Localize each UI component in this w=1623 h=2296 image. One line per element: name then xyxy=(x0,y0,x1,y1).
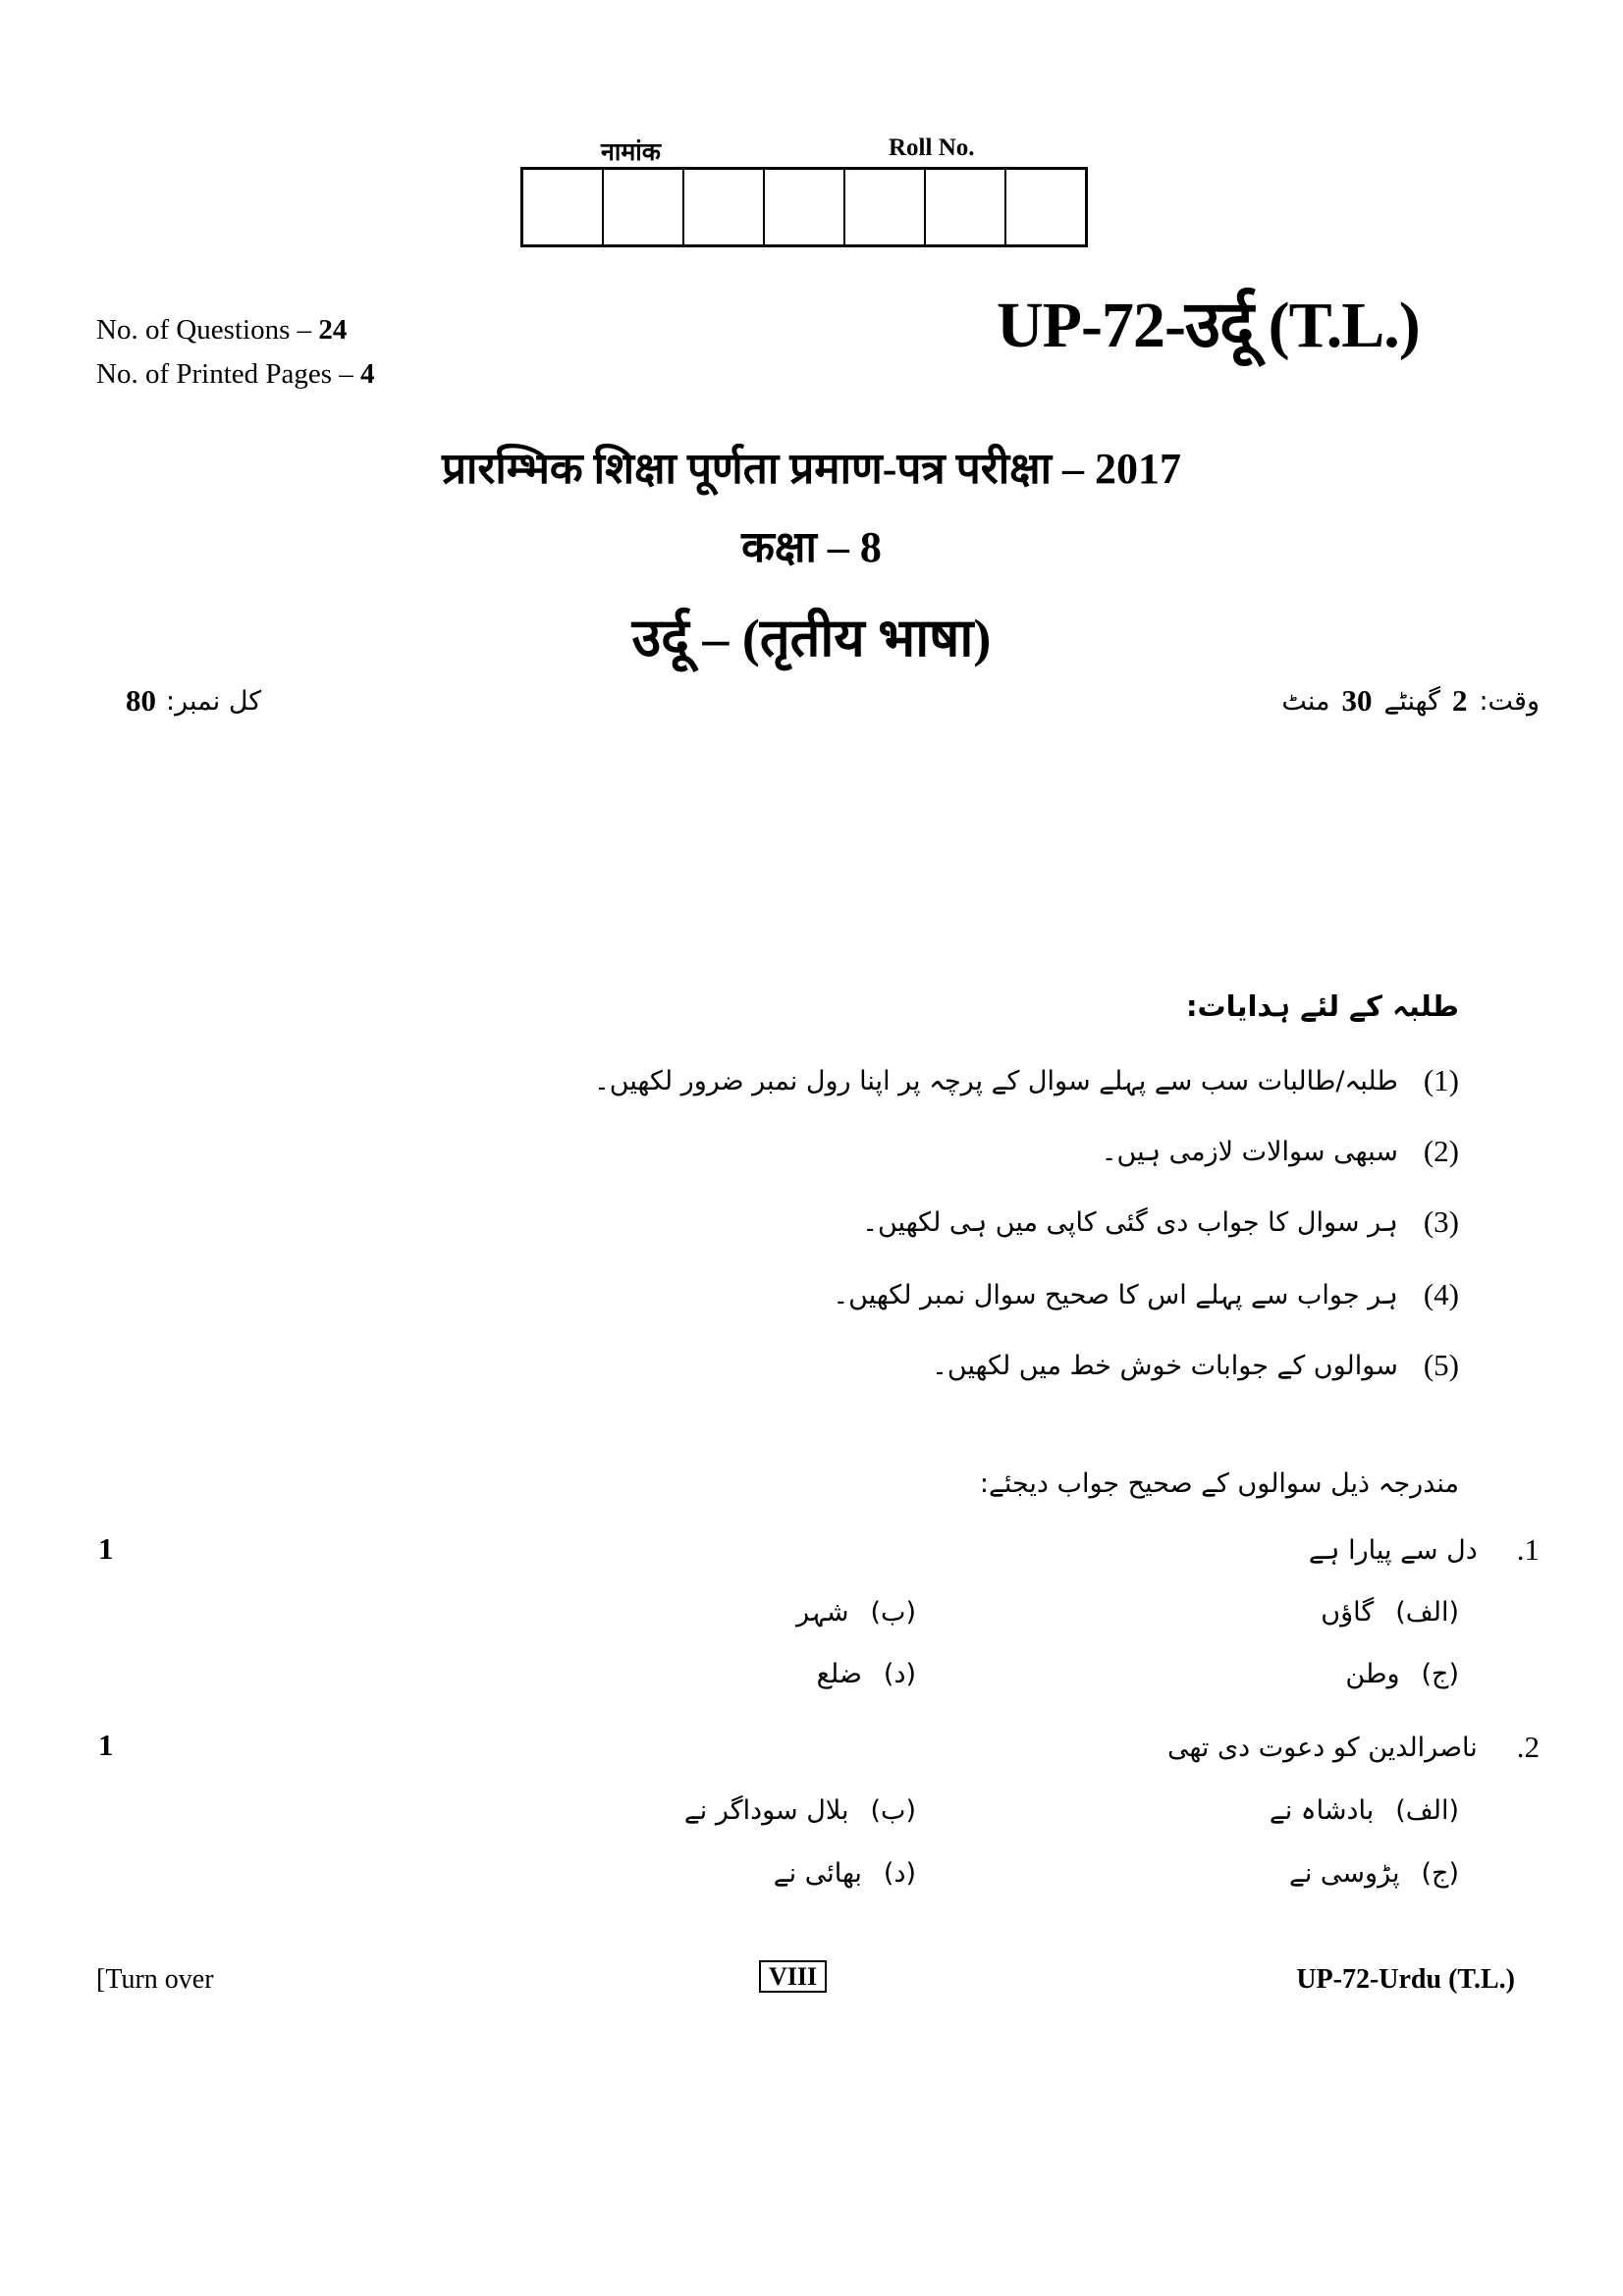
instruction-text: سبھی سوالات لازمی ہیں۔ xyxy=(1101,1136,1398,1167)
option-text: پڑوسی نے xyxy=(1289,1858,1400,1889)
instructions-heading: طلبہ کے لئے ہدایات: xyxy=(1185,989,1459,1023)
roll-digit-box[interactable] xyxy=(1006,170,1085,244)
time-hours-unit: گھنٹے xyxy=(1383,685,1440,717)
printed-pages-label: No. of Printed Pages – xyxy=(96,358,361,390)
exam-title: प्रारम्भिक शिक्षा पूर्णता प्रमाण-पत्र परीक्षा – 2017 xyxy=(441,445,1182,493)
roll-label-hindi: नामांक xyxy=(601,139,661,166)
instruction-number: (4) xyxy=(1423,1277,1459,1311)
instruction-number: (2) xyxy=(1423,1134,1459,1168)
turn-over-note: [Turn over xyxy=(96,1964,214,1995)
instruction-number: (3) xyxy=(1423,1204,1459,1239)
instruction-item xyxy=(1102,1134,1459,1169)
roll-digit-box[interactable] xyxy=(604,170,684,244)
option-be[interactable] xyxy=(684,1795,916,1826)
option-text: بادشاہ نے xyxy=(1269,1795,1375,1826)
option-text: بلال سوداگر نے xyxy=(683,1795,849,1826)
total-marks-value: 80 xyxy=(126,683,156,718)
option-label: (ب) xyxy=(870,1597,916,1628)
option-jeem[interactable] xyxy=(1289,1858,1459,1889)
question-marks: 1 xyxy=(98,1728,114,1762)
option-jeem[interactable] xyxy=(1345,1659,1459,1689)
option-label: (ج) xyxy=(1421,1659,1459,1689)
question-number: 1. xyxy=(1516,1532,1540,1567)
question-marks: 1 xyxy=(98,1531,114,1566)
time-hours: 2 xyxy=(1451,683,1468,718)
roll-digit-box[interactable] xyxy=(845,170,926,244)
roll-digit-box[interactable] xyxy=(765,170,845,244)
roll-digit-box[interactable] xyxy=(926,170,1006,244)
total-marks xyxy=(126,683,261,719)
option-text: شہر xyxy=(796,1597,849,1628)
instruction-item xyxy=(932,1348,1459,1383)
roll-number-boxes xyxy=(520,167,1088,247)
time-minutes-unit: منٹ xyxy=(1281,685,1330,717)
instruction-number: (5) xyxy=(1423,1348,1459,1382)
option-label: (الف) xyxy=(1395,1597,1459,1628)
time-minutes: 30 xyxy=(1341,683,1373,718)
option-label: (الف) xyxy=(1395,1795,1459,1826)
question-1 xyxy=(1309,1532,1540,1568)
class-title: कक्षा – 8 xyxy=(741,523,882,571)
instruction-item xyxy=(833,1277,1459,1312)
printed-pages-count xyxy=(96,358,375,391)
roll-label-english: Roll No. xyxy=(889,134,975,161)
option-alif[interactable] xyxy=(1321,1597,1459,1628)
roll-digit-box[interactable] xyxy=(684,170,765,244)
time-label: وقت: xyxy=(1479,685,1540,717)
option-alif[interactable] xyxy=(1270,1795,1459,1826)
instruction-text: سوالوں کے جوابات خوش خط میں لکھیں۔ xyxy=(932,1350,1398,1381)
page-set-roman: VIII xyxy=(759,1960,827,1993)
option-label: (ج) xyxy=(1421,1858,1459,1889)
total-marks-label: کل نمبر: xyxy=(166,685,262,717)
option-text: بھائی نے xyxy=(773,1858,862,1889)
footer-paper-code: UP-72-Urdu (T.L.) xyxy=(1296,1964,1515,1995)
option-label: (ب) xyxy=(870,1795,916,1826)
option-daal[interactable] xyxy=(817,1659,916,1689)
option-be[interactable] xyxy=(796,1597,916,1628)
question-2 xyxy=(1167,1730,1540,1765)
section-directive: مندرجہ ذیل سوالوں کے صحیح جواب دیجئے: xyxy=(979,1468,1459,1499)
paper-code-title: UP-72-उर्दू (T.L.) xyxy=(997,290,1420,361)
instruction-text: طلبہ/طالبات سب سے پہلے سوال کے پرچہ پر اپنا رول نمبر ضرور لکھیں۔ xyxy=(593,1065,1398,1096)
instruction-text: ہر سوال کا جواب دی گئی کاپی میں ہی لکھیں۔ xyxy=(862,1206,1398,1238)
questions-count xyxy=(96,314,347,347)
option-label: (د) xyxy=(883,1659,916,1689)
questions-count-value: 24 xyxy=(318,314,348,346)
questions-count-label: No. of Questions – xyxy=(96,314,319,346)
page-set-box xyxy=(759,1962,827,1992)
question-text: دل سے پیارا ہے xyxy=(1308,1534,1478,1566)
subject-title: उर्दू – (तृतीय भाषा) xyxy=(631,609,992,667)
roll-digit-box[interactable] xyxy=(523,170,604,244)
question-text: ناصرالدین کو دعوت دی تھی xyxy=(1166,1732,1478,1763)
printed-pages-value: 4 xyxy=(360,358,375,390)
option-label: (د) xyxy=(883,1858,916,1889)
option-text: وطن xyxy=(1345,1659,1400,1689)
option-text: ضلع xyxy=(816,1659,862,1689)
instruction-text: ہر جواب سے پہلے اس کا صحیح سوال نمبر لکھیں۔ xyxy=(833,1279,1398,1310)
option-daal[interactable] xyxy=(774,1858,916,1889)
exam-duration xyxy=(1281,683,1540,719)
instruction-item xyxy=(594,1063,1459,1098)
option-text: گاؤں xyxy=(1321,1597,1375,1628)
instruction-number: (1) xyxy=(1423,1063,1459,1097)
instruction-item xyxy=(862,1204,1459,1240)
question-number: 2. xyxy=(1516,1730,1540,1764)
